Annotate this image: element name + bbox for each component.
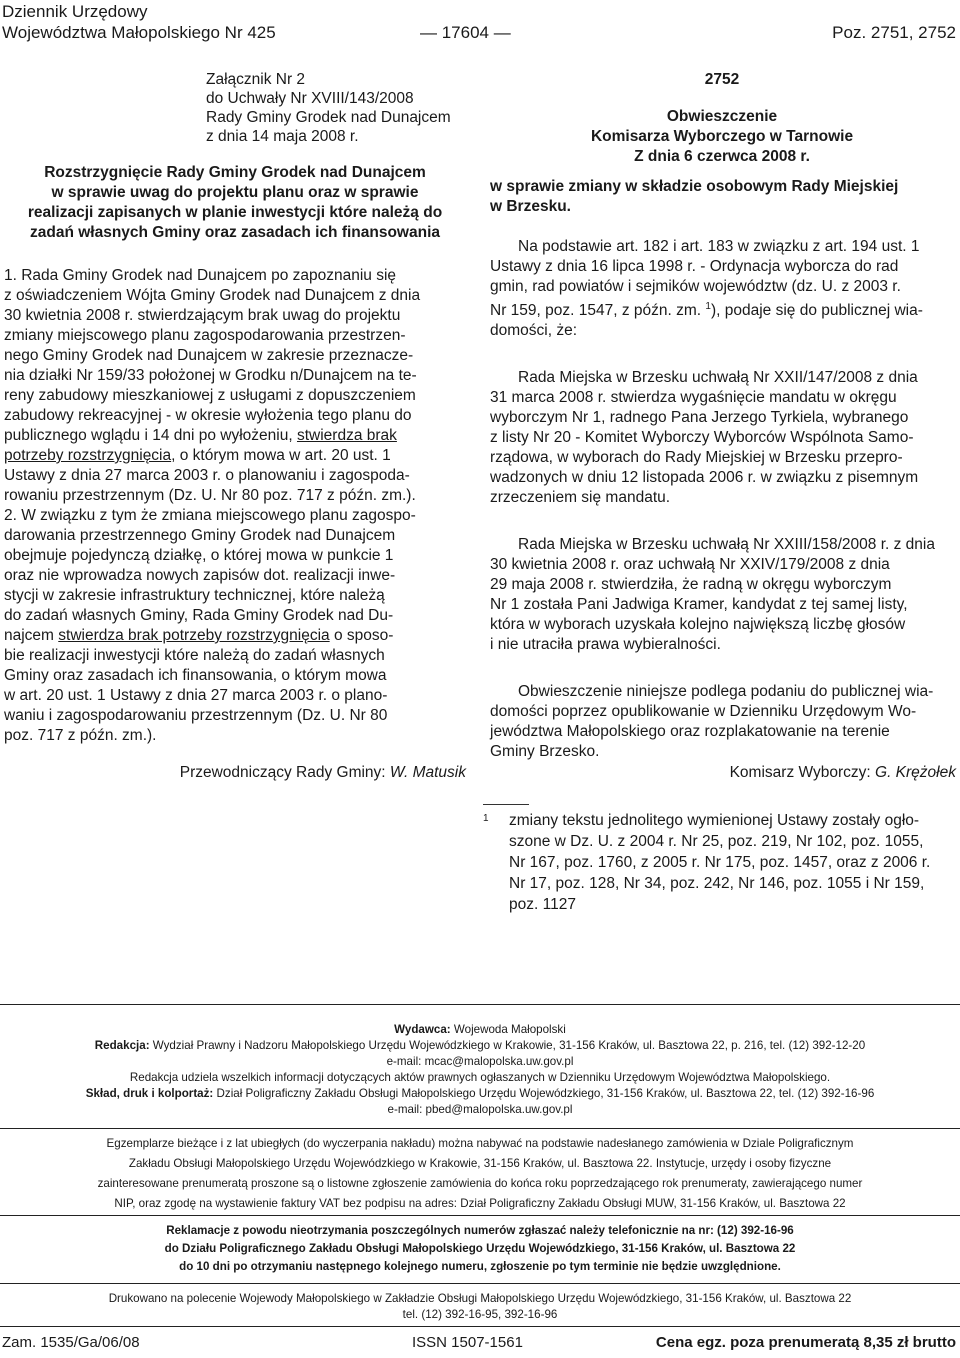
title-line: zadań własnych Gminy oraz zasadach ich finansowania: [29, 224, 441, 241]
text-line: 29 maja 2008 r. stwierdziła, że radną w okręgu wyborczym: [490, 576, 892, 594]
text-line: 31 marca 2008 r. stwierdza wygaśnięcie mandatu w okręgu: [490, 389, 897, 407]
resolution-title: [4, 163, 466, 243]
right-column: [490, 70, 954, 762]
notice-paragraph-3: [490, 535, 954, 655]
text-line: Egzemplarze bieżące i z lat ubiegłych (do wyczerpania nakładu) można nabywać na podstawie nadesłanego zamówienia w Dziale Poligraficznym: [106, 1137, 854, 1150]
text-line: Reklamacje z powodu nieotrzymania poszczególnych numerów zgłaszać należy telefonicznie na nr: (12) 392-16-96: [166, 1224, 794, 1237]
text-line: 30 kwietnia 2008 r. oraz uchwałą Nr XXIV/179/2008 z dnia: [490, 556, 890, 574]
title-line: realizacji zapisanych w planie inwestycji które należą do: [27, 204, 443, 221]
editorial-info: Redakcja udziela wszelkich informacji dotyczących aktów prawnych ogłaszanych w Dzienniku Urzędowym Województwa Małopolskiego.: [129, 1071, 831, 1084]
signature-label: Komisarz Wyborczy:: [729, 764, 876, 781]
header-page-number: — 17604 —: [420, 23, 511, 42]
signature-name: G. Krężołek: [875, 764, 956, 781]
label: Redakcja:: [94, 1039, 150, 1052]
text-line: gmin, rad powiatów i sejmików województw (dz. U. z 2003 r.: [490, 278, 901, 295]
editorial-email: e-mail: mcac@malopolska.uw.gov.pl: [386, 1055, 574, 1068]
text-line: 1. Rada Gminy Grodek nad Dunajcem po zapoznaniu się: [4, 267, 397, 284]
annex-line: Rady Gminy Grodek nad Dunajcem: [206, 109, 451, 126]
title-line: w sprawie uwag do projektu planu oraz w sprawie: [51, 184, 419, 201]
text-line: darowania przestrzennego Gminy Grodek nad Dunajcem: [4, 527, 396, 544]
text-line: Nr 1 została Pani Jadwiga Kramer, kandydat z tej samej listy,: [490, 596, 908, 614]
text-line: 2. W związku z tym że zmiana miejscowego planu zagospo-: [4, 507, 416, 524]
text-line: w Brzesku.: [490, 198, 571, 215]
text-line: z oświadczeniem Wójta Gminy Grodek nad Dunajcem z dnia: [4, 287, 421, 304]
text-line: Na podstawie art. 182 i art. 183 w związku z art. 194 ust. 1: [518, 238, 920, 255]
annex-block: [4, 70, 466, 146]
text-span: Nr 159, poz. 1547, z późn. zm.: [490, 302, 706, 320]
label: Skład, druk i kolportaż:: [85, 1087, 214, 1100]
text-line: oraz nie wprowadza nowych zapisów dot. realizacji inwe-: [4, 567, 396, 584]
left-column: [4, 70, 466, 746]
header-journal-name: Dziennik Urzędowy: [2, 2, 148, 21]
subscription-info: [0, 1134, 960, 1214]
text-line: Drukowano na polecenie Wojewody Małopolskiego w Zakładzie Obsługi Małopolskiego Urzędu Wojewódzkiego, 31-156 Kraków, ul. Basztowa 22: [108, 1292, 852, 1305]
notice-paragraph-1: [490, 237, 954, 257]
notice-subject: [490, 177, 954, 217]
text-line: rządowa, w wyborach do Rady Miejskiej w Brzesku przepro-: [490, 449, 903, 467]
resolution-point-2: [4, 506, 466, 746]
order-number: Zam. 1535/Ga/06/08: [2, 1334, 140, 1351]
publisher-line: [0, 1022, 960, 1038]
text-line: zrzeczeniem się mandatu.: [490, 489, 671, 507]
underlined-decision: potrzeby rozstrzygnięcia: [4, 447, 172, 464]
editorial-line: [0, 1038, 960, 1054]
text-line: jewództwa Małopolskiego oraz rozplakatowanie na terenie: [490, 723, 890, 741]
text-line: w sprawie zmiany w składzie osobowym Rady Miejskiej: [490, 178, 899, 195]
text-line: [490, 297, 954, 321]
text-line: domości, że:: [490, 322, 578, 340]
footnote-line: poz. 1127: [509, 896, 576, 913]
text-line: do zadań własnych Gminy, Rada Gminy Grodek nad Du-: [4, 607, 394, 624]
rule: [0, 1128, 960, 1129]
text-line: Rada Miejska w Brzesku uchwałą Nr XXIII/158/2008 r. z dnia: [518, 536, 935, 554]
annex-line: do Uchwały Nr XVIII/143/2008: [206, 90, 414, 107]
text-line: 30 kwietnia 2008 r. stwierdzającym brak uwag do projektu: [4, 307, 401, 324]
title-line: Z dnia 6 czerwca 2008 r.: [634, 148, 810, 165]
text-line: [4, 626, 466, 646]
text-line: waniu i zagospodarowaniu przestrzennym (Dz. U. Nr 80: [4, 707, 388, 724]
text-line: Ustawy z dnia 27 marca 2003 r. o planowaniu i zagospoda-: [4, 467, 410, 484]
header-journal-issue: Województwa Małopolskiego Nr 425: [2, 23, 276, 42]
text-line: Rada Miejska w Brzesku uchwałą Nr XXII/147/2008 z dnia: [518, 369, 918, 387]
text-line: nego Gminy Grodek nad Dunajcem w zakresie przeznacze-: [4, 347, 414, 364]
text-span: o sposo-: [329, 627, 394, 644]
value: Wydział Prawny i Nadzoru Małopolskiego Urzędu Wojewódzkiego w Krakowie, 31-156 Kraków, ul. Basztowa 22, p. 216, tel. (12) 392-12-20: [149, 1039, 866, 1052]
text-span: ), podaje się do publicznej wia-: [710, 302, 923, 320]
price: Cena egz. poza prenumeratą 8,35 zł brutto: [655, 1334, 956, 1351]
text-line: [4, 426, 466, 446]
text-line: Zakładu Obsługi Małopolskiego Urzędu Wojewódzkiego w Krakowie, 31-156 Kraków, ul. Basztowa 22. Instytucje, urzędy i osoby fizyczne: [128, 1157, 832, 1170]
issn: ISSN 1507-1561: [412, 1334, 523, 1351]
header-position: Poz. 2751, 2752: [832, 23, 956, 42]
text-line: stycji w zakresie infrastruktury technicznej, które należą: [4, 587, 385, 604]
rule: [0, 1326, 960, 1327]
footnote-line: Nr 167, poz. 1760, z 2005 r. Nr 175, poz. 1457, oraz z 2006 r.: [509, 854, 931, 871]
text-line: i nie utraciła prawa wybieralności.: [490, 636, 721, 654]
text-line: [4, 446, 466, 466]
text-line: z listy Nr 20 - Komitet Wyborczy Wyborców Wspólnota Samo-: [490, 429, 914, 447]
annex-line: z dnia 14 maja 2008 r.: [206, 128, 359, 145]
title-line: Komisarza Wyborczego w Tarnowie: [590, 128, 854, 145]
text-line: zainteresowane prenumeratą proszone są o listowne zgłoszenie zamówienia do końca roku poprzedzającego rok prenumeraty, zawierającego numer: [97, 1177, 863, 1190]
signature-label: Przewodniczący Rady Gminy:: [179, 764, 390, 781]
signature-name: W. Matusik: [389, 764, 466, 781]
text-line: tel. (12) 392-16-95, 392-16-96: [402, 1308, 558, 1321]
printed-by: [0, 1291, 960, 1323]
footnote-line: zmiany tekstu jednolitego wymienionej Ustawy zostały ogło-: [509, 812, 920, 829]
text-line: poz. 717 z późn. zm.).: [4, 727, 157, 744]
text-line: do 10 dni po otrzymaniu następnego kolejnego numeru, zgłoszenie po tym terminie nie będzie uwzględnione.: [179, 1260, 781, 1273]
print-email: e-mail: pbed@malopolska.uw.gov.pl: [387, 1103, 573, 1116]
text-line: Gminy oraz zasadach ich finansowania, o którym mowa: [4, 667, 387, 684]
underlined-decision: stwierdza brak: [296, 427, 397, 444]
title-line: Rozstrzygnięcie Rady Gminy Grodek nad Dunajcem: [44, 164, 426, 181]
print-line: [0, 1086, 960, 1102]
right-signature: [730, 763, 956, 783]
footnote-separator: [483, 804, 529, 805]
text-line: reny zabudowy mieszkaniowej z usługami z dopuszczeniem: [4, 387, 416, 404]
text-line: bie realizacji inwestycji które należą do zadań własnych: [4, 647, 385, 664]
text-span: , o którym mowa w art. 20 ust. 1: [171, 447, 391, 464]
text-line: obejmuje pojedynczą działkę, o której mowa w punkcie 1: [4, 547, 394, 564]
text-line: do Działu Poligraficznego Zakładu Obsługi Małopolskiego Urzędu Wojewódzkiego, 31-156 Kraków, ul. Basztowa 22: [164, 1242, 796, 1255]
text-line: zmiany miejscowego planu zagospodarowania przestrzen-: [4, 327, 406, 344]
text-line: Gminy Brzesko.: [490, 743, 600, 761]
footnote-mark: 1: [483, 813, 489, 824]
text-line: w art. 20 ust. 1 Ustawy z dnia 27 marca 2003 r. o plano-: [4, 687, 388, 704]
text-span: najcem: [4, 627, 59, 644]
footnote-line: szone w Dz. U. z 2004 r. Nr 25, poz. 219, Nr 102, poz. 1055,: [509, 833, 924, 850]
text-line: wadzonych w dniu 12 listopada 2006 r. w związku z pisemnym: [490, 469, 919, 487]
rule: [0, 1004, 960, 1005]
complaints-info: [0, 1222, 960, 1276]
title-line: Obwieszczenie: [666, 108, 778, 125]
footnote-reference: 1: [705, 301, 711, 312]
underlined-decision: stwierdza brak potrzeby rozstrzygnięcia: [58, 627, 330, 644]
text-line: nia działki Nr 159/33 położonej w Grodku n/Dunajcem na te-: [4, 367, 417, 384]
notice-paragraph-2: [490, 368, 954, 508]
value: Dział Poligraficzny Zakładu Obsługi Małopolskiego Urzędu Wojewódzkiego, 31-156 Kraków, ul. Basztowa 22, tel. (12) 392-16-96: [213, 1087, 875, 1100]
annex-line: Załącznik Nr 2: [206, 71, 306, 88]
imprint: [0, 1022, 960, 1118]
text-span: publicznego wglądu i 14 dni po wyłożeniu,: [4, 427, 297, 444]
value: Wojewoda Małopolski: [450, 1023, 566, 1036]
notice-paragraph-1-cont: [490, 257, 954, 341]
rule: [0, 1215, 960, 1216]
text-line: zabudowy rekreacyjnej - w okresie wyłożenia tego planu do: [4, 407, 412, 424]
notice-paragraph-4: [490, 682, 954, 762]
label: Wydawca:: [394, 1023, 451, 1036]
rule: [0, 1283, 960, 1284]
resolution-point-1: [4, 266, 466, 506]
text-line: rowaniu przestrzennym (Dz. U. Nr 80 poz. 717 z późn. zm.).: [4, 487, 416, 504]
footnote-line: Nr 17, poz. 128, Nr 34, poz. 242, Nr 146, poz. 1055 i Nr 159,: [509, 875, 925, 892]
notice-title: [490, 107, 954, 167]
text-line: Obwieszczenie niniejsze podlega podaniu do publicznej wia-: [518, 683, 934, 701]
left-signature: [180, 763, 466, 783]
text-line: wyborczym Nr 1, radnego Pana Jerzego Tyrkiela, wybranego: [490, 409, 909, 427]
text-line: która w wyborach uzyskała kolejno największą liczbę głosów: [490, 616, 906, 634]
text-line: NIP, oraz zgodę na wystawienie faktury VAT bez podpisu na adres: Dział Poligraficzny Zakładu Obsługi MUW, 31-156 Kraków, ul. Basztowa 22: [114, 1197, 846, 1210]
notice-number: 2752: [704, 71, 740, 88]
text-line: domości poprzez opublikowanie w Dzienniku Urzędowym Wo-: [490, 703, 917, 721]
text-line: Ustawy z dnia 16 lipca 1998 r. - Ordynacja wyborcza do rad: [490, 258, 899, 275]
footnote: [483, 810, 953, 915]
